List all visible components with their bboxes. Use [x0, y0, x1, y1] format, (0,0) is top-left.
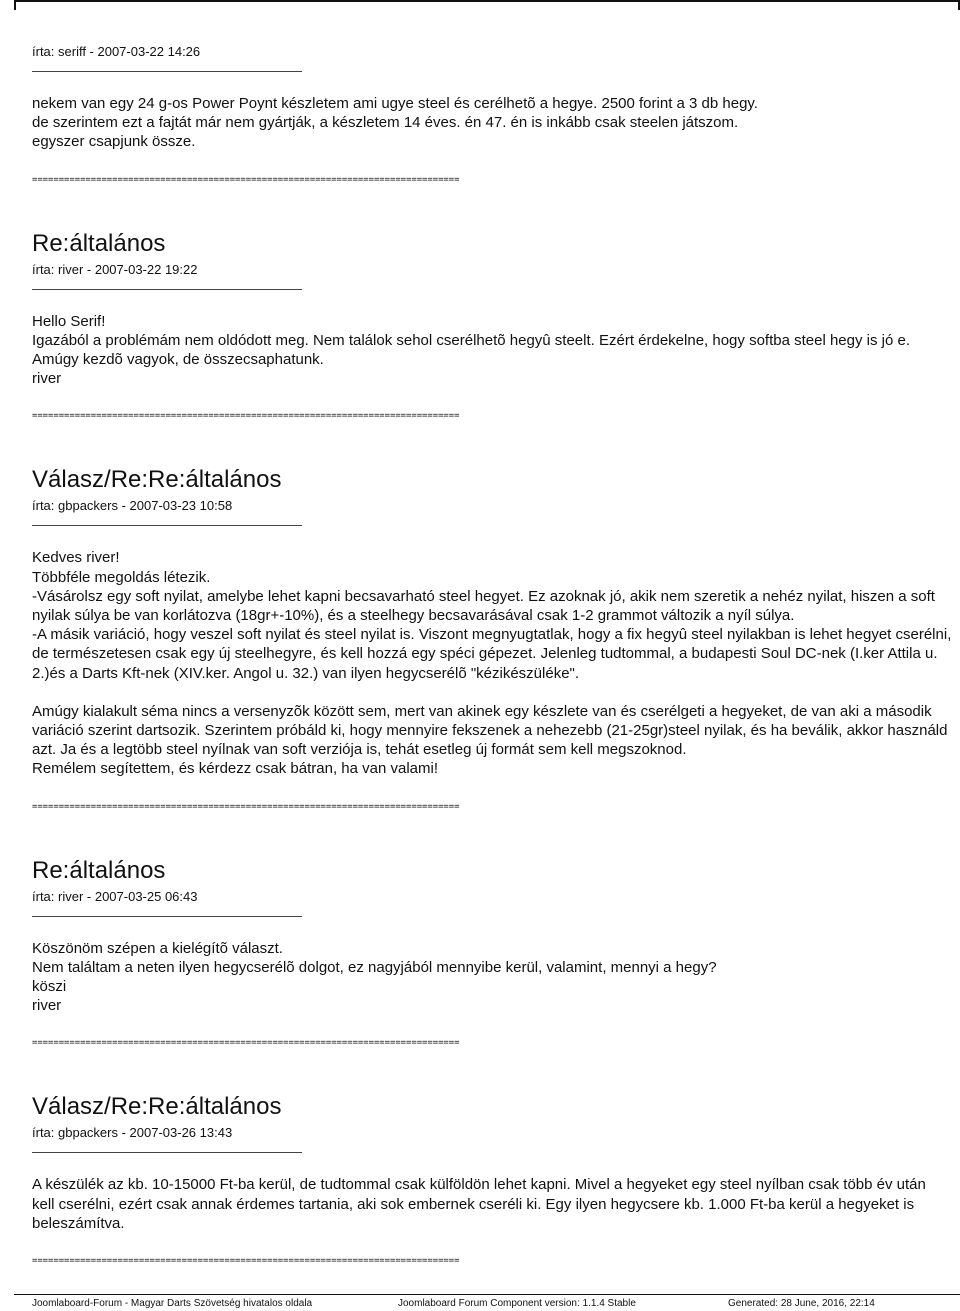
post-separator: ================================================================================ [32, 1256, 460, 1267]
post-body [32, 1175, 952, 1233]
post-paragraph: nekem van egy 24 g-os Power Poynt készletem ami ugye steel és cerélhetõ a hegye. 2500 forint a 3 db hegy. [32, 95, 758, 112]
post-paragraph: Hello Serif! [32, 312, 106, 330]
post-meta: írta: river - 2007-03-22 19:22 [32, 261, 198, 277]
footer-generated-date: Generated: 28 June, 2016, 22:14 [728, 1298, 875, 1309]
meta-divider [32, 525, 302, 526]
post-body [32, 94, 952, 152]
footer-component-version: Joomlaboard Forum Component version: 1.1.4 Stable [398, 1298, 636, 1309]
forum-post [32, 230, 952, 423]
post-title: Válasz/Re:Re:általános [32, 466, 282, 494]
post-paragraph: Amúgy kezdõ vagyok, de összecsaphatunk. [32, 351, 324, 369]
top-rule [14, 0, 960, 2]
post-paragraph: de szerintem ezt a fajtát már nem gyártják, a készletem 14 éves. én 47. én is inkább csak steelen játszom. [32, 114, 739, 132]
post-separator: ================================================================================ [32, 411, 460, 422]
forum-thread [32, 44, 952, 1267]
post-body [32, 939, 952, 1016]
post-separator: ================================================================================ [32, 801, 460, 812]
post-paragraph: Kedves river! [32, 549, 120, 567]
meta-divider [32, 71, 302, 72]
post-paragraph: Igazából a problémám nem oldódott meg. Nem találok sehol cserélhetõ hegyû steelt. Ezért érdekelne, hogy softba steel hegy is jó e. [32, 331, 910, 349]
post-title: Re:általános [32, 229, 166, 257]
footer-site-name: Joomlaboard-Forum - Magyar Darts Szövetség hivatalos oldala [32, 1298, 313, 1309]
post-title: Re:általános [32, 856, 166, 884]
meta-divider [32, 289, 302, 290]
meta-divider [32, 1152, 302, 1153]
forum-post [32, 44, 952, 186]
post-separator: ================================================================================ [32, 174, 460, 185]
post-meta: írta: gbpackers - 2007-03-26 13:43 [32, 1125, 233, 1141]
post-paragraph: -A másik variáció, hogy veszel soft nyilat és steel nyilat is. Viszont megnyugtatlak, hogy a fix hegyû steel nyilakban is lehet hegyet cserélni, de természetesen csak egy új steelhegyre, és kell hozzá egy spéci gépezet. Jelenleg tudtommal, a budapesti Soul DC-nek (I.ker Attila u. 2.)és a Darts Kft-nek (XIV.ker. Angol u. 32.) van ilyen hegycserélõ "kézikészüléke". [32, 626, 952, 682]
forum-post [32, 466, 952, 812]
page-footer [14, 1294, 960, 1311]
post-meta: írta: river - 2007-03-25 06:43 [32, 888, 198, 904]
post-paragraph: -Vásárolsz egy soft nyilat, amelybe lehet kapni becsavarható steel hegyet. Ez azoknak jó, akik nem szeretik a nehéz nyilat, hiszen a soft nyilak súlya be van korlátozva (18gr+-10%), és a steelhegy becsavarásával csak 1-2 grammot változik a nyíl súlya. [32, 587, 935, 625]
post-paragraph: Remélem segítettem, és kérdezz csak bátran, ha van valami! [32, 760, 439, 778]
post-paragraph: Nem találtam a neten ilyen hegycserélõ dolgot, ez nagyjából mennyibe kerül, valamint, mennyi a hegy? [32, 958, 717, 976]
meta-divider [32, 916, 302, 917]
post-paragraph: Köszönöm szépen a kielégítõ választ. [32, 939, 283, 957]
post-meta: írta: seriff - 2007-03-22 14:26 [32, 44, 201, 59]
post-paragraph: Amúgy kialakult séma nincs a versenyzõk között sem, mert van akinek egy készlete van és cserélgeti a hegyeket, de van aki a második variáció szerint dartsozik. Szerintem próbáld ki, hogy mennyire fekszenek a nehezebb (21-25gr)steel nyilak, és ha beválik, akkor használd azt. Ja és a legtöbb steel nyílnak van soft verziója is, tehát esetleg új formát sem kell megszoknod. [32, 702, 948, 759]
post-meta: írta: gbpackers - 2007-03-23 10:58 [32, 498, 233, 514]
post-paragraph: river [32, 370, 62, 388]
top-rule-left-cap [14, 0, 16, 10]
post-separator: ================================================================================ [32, 1038, 460, 1049]
post-paragraph: köszi [32, 978, 67, 996]
post-paragraph: Többféle megoldás létezik. [32, 568, 211, 586]
post-title: Válasz/Re:Re:általános [32, 1093, 282, 1121]
post-body [32, 548, 952, 778]
forum-post [32, 1093, 952, 1267]
forum-post [32, 857, 952, 1050]
post-paragraph: egyszer csapjunk össze. [32, 133, 196, 151]
post-body [32, 312, 952, 389]
post-paragraph: river [32, 997, 62, 1015]
post-paragraph: A készülék az kb. 10-15000 Ft-ba kerül, de tudtommal csak külföldön lehet kapni. Mivel a hegyeket egy steel nyílban csak több év után kell cserélni, ezért csak annak érdemes tartania, aki sok embernek cseréli ki. Egy ilyen hegycsere kb. 1.000 Ft-ba kerül a hegyeket is beleszámítva. [32, 1176, 926, 1232]
